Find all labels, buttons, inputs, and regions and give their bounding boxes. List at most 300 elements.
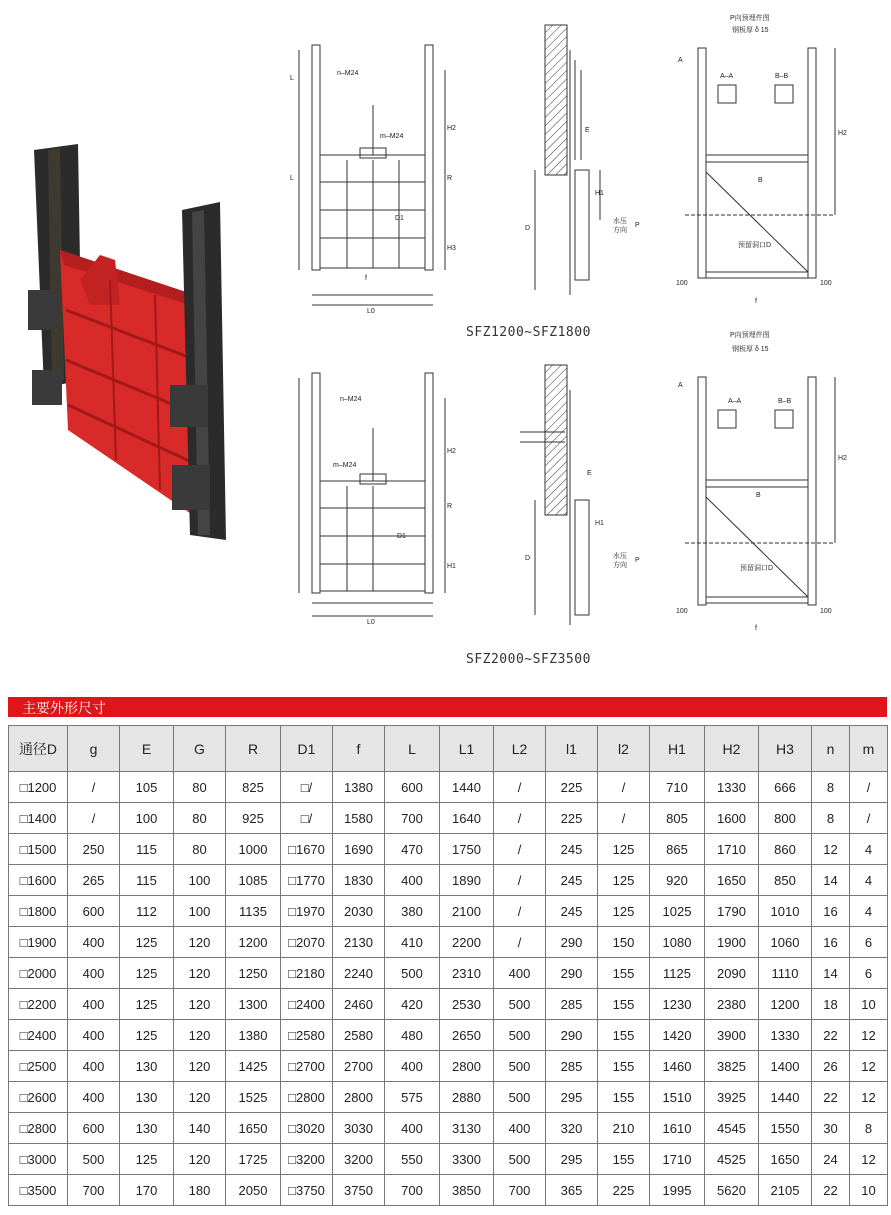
table-cell: 140 <box>174 1113 226 1144</box>
table-cell: 225 <box>598 1175 650 1206</box>
table-cell: □1200 <box>9 772 68 803</box>
reserved-hole-large: 预留洞口D <box>740 565 774 572</box>
table-cell: 400 <box>385 865 440 896</box>
table-cell: 225 <box>546 772 598 803</box>
table-cell: 2240 <box>333 958 385 989</box>
table-cell: 1510 <box>650 1082 705 1113</box>
table-cell: 400 <box>385 1051 440 1082</box>
table-cell: 295 <box>546 1144 598 1175</box>
label-h2-p: H2 <box>838 130 847 137</box>
table-cell: 1230 <box>650 989 705 1020</box>
table-cell: 125 <box>598 896 650 927</box>
table-cell: 4 <box>850 865 888 896</box>
section-a: A–A <box>720 73 734 80</box>
p-view-title: P向预埋件图 <box>730 15 770 22</box>
table-cell: 155 <box>598 1051 650 1082</box>
table-cell: 600 <box>385 772 440 803</box>
table-cell: 1725 <box>226 1144 281 1175</box>
label-b-p-large: B <box>756 492 761 499</box>
plate-thickness-large: 钢板厚 δ 15 <box>732 346 769 353</box>
table-cell: 115 <box>120 865 174 896</box>
table-cell: 400 <box>68 989 120 1020</box>
table-cell: 285 <box>546 1051 598 1082</box>
table-cell: 120 <box>174 989 226 1020</box>
table-cell: 14 <box>812 865 850 896</box>
table-cell: 1650 <box>759 1144 812 1175</box>
table-cell: 290 <box>546 958 598 989</box>
table-cell: 12 <box>850 1020 888 1051</box>
table-cell: 120 <box>174 927 226 958</box>
table-cell: 115 <box>120 834 174 865</box>
table-cell: 805 <box>650 803 705 834</box>
reserved-hole: 预留洞口D <box>738 242 772 249</box>
table-row <box>9 1144 888 1175</box>
table-cell: □2400 <box>281 989 333 1020</box>
table-cell: 1890 <box>440 865 494 896</box>
column-header: H3 <box>759 726 812 772</box>
table-row <box>9 834 888 865</box>
table-cell: 700 <box>68 1175 120 1206</box>
column-header: G <box>174 726 226 772</box>
table-cell: 125 <box>120 1020 174 1051</box>
p-view-small <box>670 10 850 310</box>
label-h1-large: H1 <box>447 563 456 570</box>
table-cell: □2070 <box>281 927 333 958</box>
table-cell: □2000 <box>9 958 68 989</box>
table-cell: 14 <box>812 958 850 989</box>
table-cell: 920 <box>650 865 705 896</box>
table-cell: 470 <box>385 834 440 865</box>
label-100-right-large: 100 <box>820 608 832 615</box>
table-cell: / <box>494 927 546 958</box>
table-cell: 125 <box>120 958 174 989</box>
table-cell: 700 <box>385 1175 440 1206</box>
table-cell: / <box>598 803 650 834</box>
table-cell: 1380 <box>333 772 385 803</box>
table-row <box>9 896 888 927</box>
table-cell: 6 <box>850 927 888 958</box>
table-cell: 1600 <box>705 803 759 834</box>
table-cell: 1300 <box>226 989 281 1020</box>
table-cell: 1200 <box>226 927 281 958</box>
table-cell: 225 <box>546 803 598 834</box>
label-d1-large: D1 <box>397 533 406 540</box>
table-cell: / <box>598 772 650 803</box>
table-cell: 8 <box>812 803 850 834</box>
table-cell: 1000 <box>226 834 281 865</box>
table-cell: 125 <box>598 834 650 865</box>
table-cell: □1770 <box>281 865 333 896</box>
table-cell: 400 <box>68 1020 120 1051</box>
table-cell: 3900 <box>705 1020 759 1051</box>
label-h1-side: H1 <box>595 190 604 197</box>
table-cell: 1080 <box>650 927 705 958</box>
table-cell: 155 <box>598 989 650 1020</box>
table-cell: 80 <box>174 772 226 803</box>
table-cell: □1900 <box>9 927 68 958</box>
table-cell: 120 <box>174 958 226 989</box>
table-cell: 150 <box>598 927 650 958</box>
table-row <box>9 772 888 803</box>
table-cell: 500 <box>494 1082 546 1113</box>
table-cell: 2100 <box>440 896 494 927</box>
table-cell: 22 <box>812 1175 850 1206</box>
table-cell: 120 <box>174 1020 226 1051</box>
table-cell: 1690 <box>333 834 385 865</box>
table-cell: □2800 <box>9 1113 68 1144</box>
table-cell: 1790 <box>705 896 759 927</box>
table-cell: 2380 <box>705 989 759 1020</box>
table-cell: □1500 <box>9 834 68 865</box>
column-header: E <box>120 726 174 772</box>
label-r-large: R <box>447 503 453 510</box>
table-row <box>9 958 888 989</box>
table-cell: 1440 <box>440 772 494 803</box>
column-header: l1 <box>546 726 598 772</box>
plate-thickness: 钢板厚 δ 15 <box>732 27 769 34</box>
table-cell: 666 <box>759 772 812 803</box>
table-cell: 1135 <box>226 896 281 927</box>
table-cell: 1900 <box>705 927 759 958</box>
table-cell: 1710 <box>650 1144 705 1175</box>
table-cell: 80 <box>174 803 226 834</box>
table-cell: 500 <box>68 1144 120 1175</box>
table-cell: 130 <box>120 1113 174 1144</box>
table-cell: 250 <box>68 834 120 865</box>
table-cell: 400 <box>68 958 120 989</box>
label-d-side: D <box>525 225 531 232</box>
table-cell: 3850 <box>440 1175 494 1206</box>
table-cell: 1440 <box>759 1082 812 1113</box>
label-l0-large: L0 <box>367 619 375 626</box>
table-cell: □3750 <box>281 1175 333 1206</box>
table-cell: □2800 <box>281 1082 333 1113</box>
table-cell: 410 <box>385 927 440 958</box>
table-cell: 1060 <box>759 927 812 958</box>
label-b-p: B <box>758 177 763 184</box>
table-cell: 3925 <box>705 1082 759 1113</box>
table-cell: / <box>850 803 888 834</box>
table-cell: / <box>494 865 546 896</box>
table-cell: 1110 <box>759 958 812 989</box>
table-cell: / <box>68 772 120 803</box>
caption-small: SFZ1200~SFZ1800 <box>466 325 591 340</box>
table-cell: 3030 <box>333 1113 385 1144</box>
table-header-row <box>9 726 888 772</box>
table-cell: 2105 <box>759 1175 812 1206</box>
table-cell: 100 <box>120 803 174 834</box>
table-cell: 18 <box>812 989 850 1020</box>
table-cell: 3200 <box>333 1144 385 1175</box>
label-f-p-large: f <box>755 625 757 632</box>
label-r: R <box>447 175 453 182</box>
column-header: 通径D <box>9 726 68 772</box>
label-water: 水压 <box>613 218 627 225</box>
table-title: 主要外形尺寸 <box>22 701 106 717</box>
table-cell: 12 <box>850 1051 888 1082</box>
column-header: n <box>812 726 850 772</box>
table-cell: 400 <box>385 1113 440 1144</box>
front-elevation-large <box>285 368 455 628</box>
front-elevation-small <box>285 40 455 315</box>
table-cell: □1600 <box>9 865 68 896</box>
spec-table <box>8 725 888 1206</box>
table-cell: 2700 <box>333 1051 385 1082</box>
table-cell: 1425 <box>226 1051 281 1082</box>
label-h2-p-large: H2 <box>838 455 847 462</box>
column-header: m <box>850 726 888 772</box>
table-cell: 1580 <box>333 803 385 834</box>
table-cell: 155 <box>598 958 650 989</box>
column-header: f <box>333 726 385 772</box>
table-cell: 825 <box>226 772 281 803</box>
table-cell: 155 <box>598 1020 650 1051</box>
label-a-p: A <box>678 57 683 64</box>
table-cell: 1710 <box>705 834 759 865</box>
table-cell: □/ <box>281 803 333 834</box>
label-mm24: m–M24 <box>380 133 404 140</box>
table-cell: 12 <box>850 1082 888 1113</box>
table-cell: 10 <box>850 989 888 1020</box>
table-cell: / <box>494 803 546 834</box>
table-cell: 3300 <box>440 1144 494 1175</box>
table-cell: 400 <box>494 958 546 989</box>
column-header: H1 <box>650 726 705 772</box>
label-p-large: P <box>635 557 640 564</box>
label-h3: H3 <box>447 245 456 252</box>
label-nm24: n–M24 <box>337 70 359 77</box>
table-cell: □/ <box>281 772 333 803</box>
table-cell: 2800 <box>333 1082 385 1113</box>
table-cell: □2180 <box>281 958 333 989</box>
section-b-large: B–B <box>778 398 792 405</box>
table-cell: 710 <box>650 772 705 803</box>
table-row <box>9 989 888 1020</box>
table-cell: 285 <box>546 989 598 1020</box>
table-row <box>9 1051 888 1082</box>
gate-photo <box>20 130 240 550</box>
table-cell: 600 <box>68 896 120 927</box>
table-cell: 8 <box>850 1113 888 1144</box>
table-cell: 1330 <box>705 772 759 803</box>
table-cell: / <box>68 803 120 834</box>
table-cell: 1085 <box>226 865 281 896</box>
table-cell: 125 <box>598 865 650 896</box>
table-cell: 1550 <box>759 1113 812 1144</box>
table-cell: □2400 <box>9 1020 68 1051</box>
table-cell: 180 <box>174 1175 226 1206</box>
column-header: g <box>68 726 120 772</box>
table-cell: 4 <box>850 834 888 865</box>
label-f-p: f <box>755 298 757 305</box>
table-row <box>9 1020 888 1051</box>
table-cell: 3130 <box>440 1113 494 1144</box>
table-cell: 155 <box>598 1082 650 1113</box>
table-cell: 1610 <box>650 1113 705 1144</box>
table-cell: 4545 <box>705 1113 759 1144</box>
table-row <box>9 1175 888 1206</box>
table-cell: 80 <box>174 834 226 865</box>
table-cell: 865 <box>650 834 705 865</box>
table-cell: 1025 <box>650 896 705 927</box>
table-cell: 1525 <box>226 1082 281 1113</box>
table-row <box>9 927 888 958</box>
table-cell: 500 <box>494 1144 546 1175</box>
table-cell: 30 <box>812 1113 850 1144</box>
table-row <box>9 1082 888 1113</box>
table-cell: 1650 <box>226 1113 281 1144</box>
label-l-2: L <box>290 175 294 182</box>
table-row <box>9 1113 888 1144</box>
label-l0: L0 <box>367 308 375 315</box>
table-cell: 2460 <box>333 989 385 1020</box>
table-cell: 2310 <box>440 958 494 989</box>
table-cell: □2200 <box>9 989 68 1020</box>
table-cell: 100 <box>174 865 226 896</box>
table-cell: 500 <box>385 958 440 989</box>
table-cell: 16 <box>812 927 850 958</box>
table-cell: 1650 <box>705 865 759 896</box>
section-b: B–B <box>775 73 789 80</box>
label-100-left-large: 100 <box>676 608 688 615</box>
table-cell: 2650 <box>440 1020 494 1051</box>
table-cell: 575 <box>385 1082 440 1113</box>
table-cell: □3500 <box>9 1175 68 1206</box>
column-header: L1 <box>440 726 494 772</box>
table-cell: 26 <box>812 1051 850 1082</box>
label-direction-large: 方向 <box>613 562 627 569</box>
table-cell: 400 <box>68 1051 120 1082</box>
table-cell: 1200 <box>759 989 812 1020</box>
column-header: L <box>385 726 440 772</box>
label-water-large: 水压 <box>613 553 627 560</box>
table-cell: 700 <box>385 803 440 834</box>
table-cell: 2090 <box>705 958 759 989</box>
table-cell: 245 <box>546 834 598 865</box>
side-section-small <box>515 20 645 310</box>
table-row <box>9 803 888 834</box>
label-p: P <box>635 222 640 229</box>
table-cell: 210 <box>598 1113 650 1144</box>
table-cell: / <box>494 772 546 803</box>
caption-large: SFZ2000~SFZ3500 <box>466 652 591 667</box>
label-100-left: 100 <box>676 280 688 287</box>
table-cell: 8 <box>812 772 850 803</box>
table-cell: 1400 <box>759 1051 812 1082</box>
table-cell: 420 <box>385 989 440 1020</box>
table-cell: 850 <box>759 865 812 896</box>
table-cell: 3750 <box>333 1175 385 1206</box>
table-cell: 2030 <box>333 896 385 927</box>
side-section-large <box>515 360 645 630</box>
table-cell: 5620 <box>705 1175 759 1206</box>
table-cell: 400 <box>68 927 120 958</box>
p-view-large <box>670 325 850 635</box>
p-view-title-large: P向预埋件图 <box>730 332 770 339</box>
label-direction: 方向 <box>613 227 627 234</box>
label-l-1: L <box>290 75 294 82</box>
table-cell: 265 <box>68 865 120 896</box>
table-cell: 290 <box>546 1020 598 1051</box>
table-cell: 16 <box>812 896 850 927</box>
table-cell: □2700 <box>281 1051 333 1082</box>
label-e-side: E <box>585 127 590 134</box>
table-cell: 100 <box>174 896 226 927</box>
table-cell: / <box>494 896 546 927</box>
section-a-large: A–A <box>728 398 742 405</box>
table-row <box>9 865 888 896</box>
table-cell: 245 <box>546 865 598 896</box>
table-cell: 320 <box>546 1113 598 1144</box>
label-e-side-large: E <box>587 470 592 477</box>
table-cell: 2580 <box>333 1020 385 1051</box>
column-header: H2 <box>705 726 759 772</box>
table-cell: 1250 <box>226 958 281 989</box>
label-a-p-large: A <box>678 382 683 389</box>
table-cell: 120 <box>174 1144 226 1175</box>
label-nm24-large: n–M24 <box>340 396 362 403</box>
table-cell: 170 <box>120 1175 174 1206</box>
label-f: f <box>365 275 367 282</box>
column-header: R <box>226 726 281 772</box>
table-cell: □3200 <box>281 1144 333 1175</box>
table-cell: 112 <box>120 896 174 927</box>
table-cell: 120 <box>174 1051 226 1082</box>
table-cell: 3825 <box>705 1051 759 1082</box>
table-cell: □2600 <box>9 1082 68 1113</box>
table-cell: 125 <box>120 1144 174 1175</box>
table-cell: □3020 <box>281 1113 333 1144</box>
table-cell: 6 <box>850 958 888 989</box>
table-cell: 125 <box>120 927 174 958</box>
table-cell: □2580 <box>281 1020 333 1051</box>
table-cell: □3000 <box>9 1144 68 1175</box>
table-cell: 2530 <box>440 989 494 1020</box>
table-cell: 1830 <box>333 865 385 896</box>
table-cell: 120 <box>174 1082 226 1113</box>
table-cell: 1995 <box>650 1175 705 1206</box>
label-h2: H2 <box>447 125 456 132</box>
table-cell: 500 <box>494 1020 546 1051</box>
table-cell: 550 <box>385 1144 440 1175</box>
table-cell: 925 <box>226 803 281 834</box>
table-cell: 105 <box>120 772 174 803</box>
table-cell: □2500 <box>9 1051 68 1082</box>
table-cell: 125 <box>120 989 174 1020</box>
table-cell: 860 <box>759 834 812 865</box>
table-cell: / <box>850 772 888 803</box>
table-cell: 1640 <box>440 803 494 834</box>
table-cell: 1125 <box>650 958 705 989</box>
table-cell: 4525 <box>705 1144 759 1175</box>
table-cell: 2800 <box>440 1051 494 1082</box>
table-cell: 290 <box>546 927 598 958</box>
column-header: D1 <box>281 726 333 772</box>
table-cell: 2200 <box>440 927 494 958</box>
table-cell: 800 <box>759 803 812 834</box>
label-h1-side-large: H1 <box>595 520 604 527</box>
table-cell: 10 <box>850 1175 888 1206</box>
label-100-right: 100 <box>820 280 832 287</box>
label-mm24-large: m–M24 <box>333 462 357 469</box>
table-cell: 295 <box>546 1082 598 1113</box>
table-cell: □1400 <box>9 803 68 834</box>
table-cell: 130 <box>120 1082 174 1113</box>
label-d1: D1 <box>395 215 404 222</box>
table-cell: 22 <box>812 1082 850 1113</box>
table-cell: 22 <box>812 1020 850 1051</box>
table-cell: 480 <box>385 1020 440 1051</box>
